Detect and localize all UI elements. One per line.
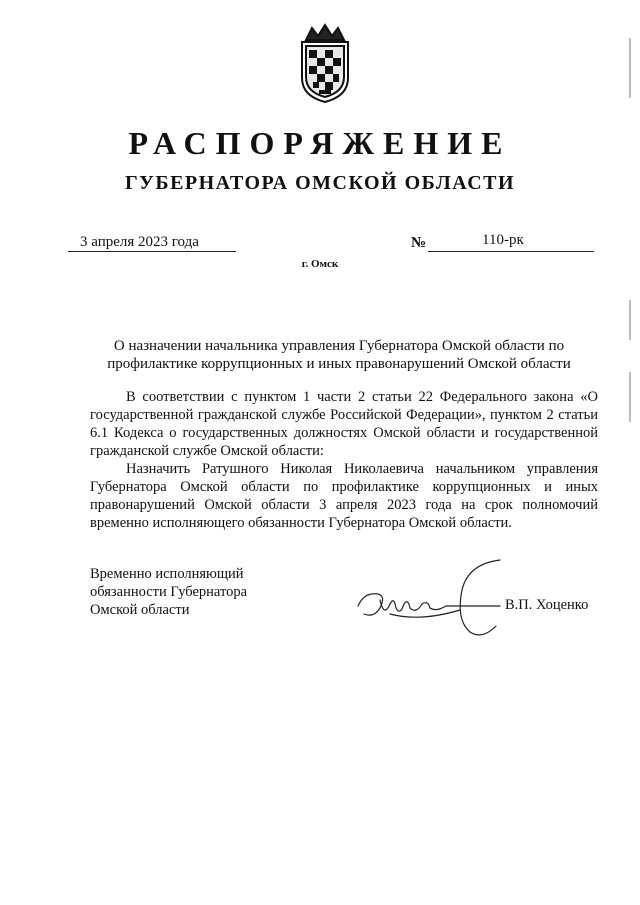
- number-underline: [428, 251, 594, 252]
- document-heading: О назначении начальника управления Губернатора Омской области по профилактике коррупционных и иных правонарушений Омской области: [107, 338, 571, 372]
- handwritten-signature-icon: [350, 556, 510, 640]
- signatory-position-line: Омской области: [90, 602, 190, 618]
- signatory-name: В.П. Хоценко: [505, 597, 589, 613]
- signatory-position-line: Временно исполняющий: [90, 566, 244, 582]
- document-title: РАСПОРЯЖЕНИЕ: [128, 125, 512, 161]
- scan-edge-mark: [629, 372, 631, 422]
- signatory-position: [90, 565, 247, 619]
- number-sign: №: [411, 235, 427, 251]
- document-date: 3 апреля 2023 года: [80, 234, 199, 250]
- document-number: 110-рк: [482, 232, 524, 248]
- document-body: [90, 388, 598, 532]
- document-subtitle: ГУБЕРНАТОРА ОМСКОЙ ОБЛАСТИ: [124, 172, 516, 194]
- body-paragraph: Назначить Ратушного Николая Николаевича начальником управления Губернатора Омской области по профилактике коррупционных и иных правонарушений Омской области 3 апреля 2023 года на срок полномочий временно исполняющего обязанности Губернатора Омской области.: [90, 461, 598, 531]
- scan-edge-mark: [629, 300, 631, 340]
- coat-of-arms-icon: [296, 22, 354, 104]
- document-city: г. Омск: [301, 258, 339, 270]
- scan-edge-mark: [629, 38, 631, 98]
- date-underline: [68, 251, 236, 252]
- body-paragraph: В соответствии с пунктом 1 части 2 статьи 22 Федерального закона «О государственной гражданской службе Российской Федерации», пунктом 2 статьи 6.1 Кодекса о государственных должностях Омской области и государственной гражданской службе Омской области:: [90, 389, 598, 459]
- signatory-position-line: обязанности Губернатора: [90, 584, 248, 600]
